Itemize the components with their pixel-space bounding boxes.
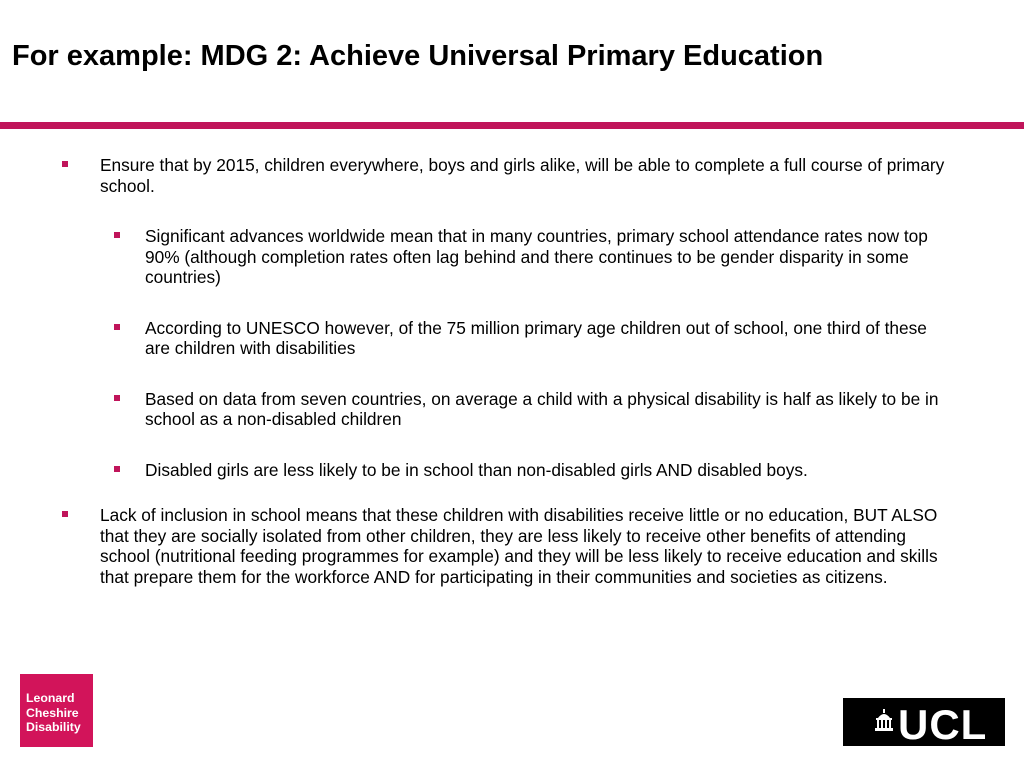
logo-text: Disability [26, 720, 81, 734]
square-bullet-icon [114, 466, 120, 472]
title-divider [0, 122, 1024, 129]
logo-text: Cheshire [26, 705, 79, 720]
sub-bullet-item [56, 389, 956, 430]
bullet-text: Significant advances worldwide mean that in many countries, primary school attendance rates now top 90% (although completion rates often lag behind and there continues to be gender disparity in some countries) [145, 226, 928, 287]
ucl-wordmark: UCL [898, 701, 988, 748]
slide-title: For example: MDG 2: Achieve Universal Primary Education [12, 40, 824, 72]
square-bullet-icon [62, 161, 68, 167]
bullet-text: According to UNESCO however, of the 75 million primary age children out of school, one third of these are children with disabilities [145, 317, 927, 358]
sub-bullet-item [56, 460, 956, 481]
square-bullet-icon [114, 324, 120, 330]
portico-dome-icon [875, 709, 893, 731]
square-bullet-icon [114, 395, 120, 401]
sub-bullet-item [56, 318, 956, 359]
bullet-item [56, 155, 956, 196]
sub-bullet-item [56, 226, 956, 288]
leonard-cheshire-logo [20, 674, 93, 747]
bullet-text: Based on data from seven countries, on average a child with a physical disability is half as likely to be in school as a non-disabled children [145, 388, 939, 429]
logo-text: Leonard [26, 691, 75, 705]
square-bullet-icon [62, 511, 68, 517]
bullet-item [56, 505, 956, 587]
bullet-text: Lack of inclusion in school means that these children with disabilities receive little or no education, BUT ALSO that they are socially isolated from other children, they are less likely to receive other benefits of attending school (nutritional feeding programmes for example) and they will be less likely to receive education and skills that prepare them for the workforce AND for participating in their communities and societies as citizens. [100, 505, 938, 587]
bullet-list [56, 155, 956, 587]
bullet-text: Disabled girls are less likely to be in school than non-disabled girls AND disabled boys. [145, 459, 808, 480]
bullet-text: Ensure that by 2015, children everywhere, boys and girls alike, will be able to complete a full course of primary school. [100, 155, 945, 196]
square-bullet-icon [114, 232, 120, 238]
ucl-logo [843, 698, 1005, 746]
